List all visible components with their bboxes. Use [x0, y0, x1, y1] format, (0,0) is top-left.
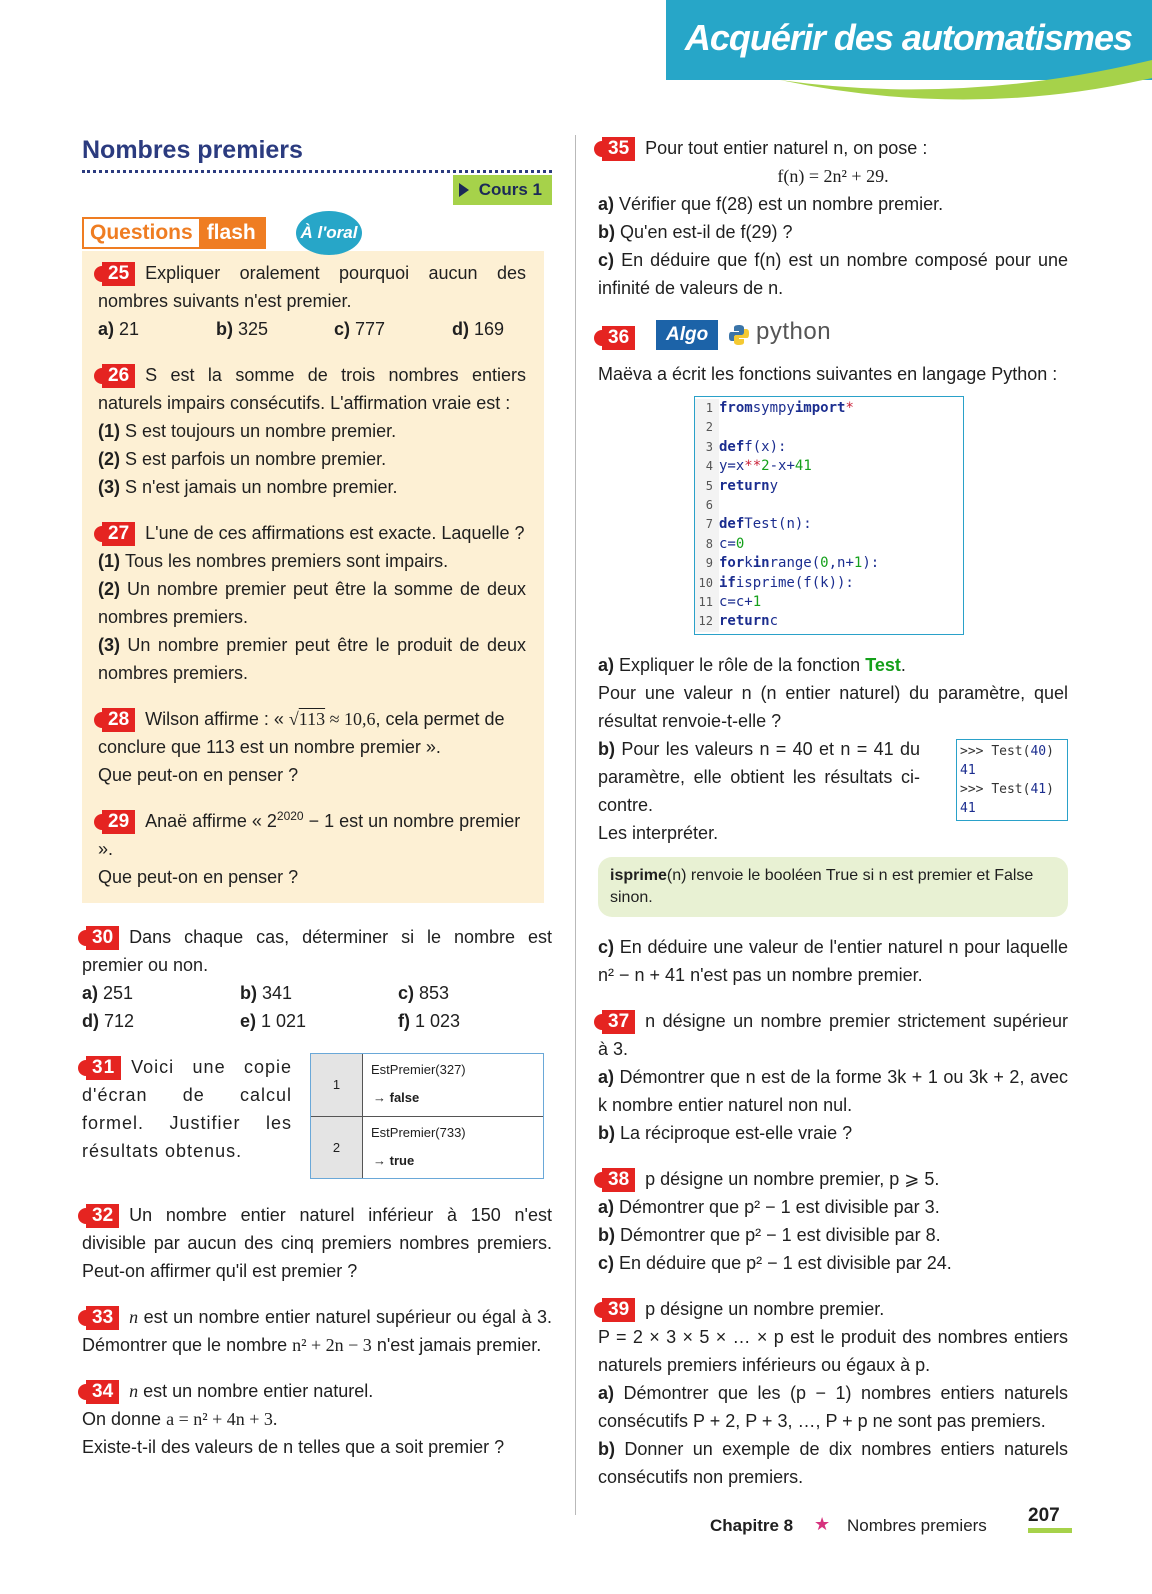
- exercise-items: [98, 315, 526, 343]
- cas-row: 1 EstPremier(327) → false: [311, 1054, 543, 1116]
- exercise-36: 36 Algo python Maëva a écrit les fonctions suivantes en langage Python : 1 from sympy import * 2 3 def f(x): 4 y=x ** 2 -x+ 41 5 return y 6 7 def Test(n): 8 c= 0 9 for k in range( 0 ,n+ 1 ): 10 if isprime(f(k)): 11 c=c+ 1 12 return c a) Expliquer le rôle de la fonction Test. Pour une valeur n (n entier naturel) du paramètre, quel résultat renvoie-t-elle ? b) Pour les valeurs n = 40 et n = 41 du paramètre, elle obtient les résultats ci-contre. >>> Test(40) 41 >>> Test(41) 41 Les interpréter. isprime(n) renvoie le booléen True si n est premier et False sinon. c) En déduire une valeur de l'entier naturel n pour laquelle n² − n + 41 n'est pas un nombre premier.: [598, 318, 1068, 985]
- exercise-item: f) 1 023: [398, 1011, 461, 1031]
- questions-flash-header: [82, 211, 552, 251]
- exercise-30: 30 Dans chaque cas, déterminer si le nombre est premier ou non. a) 251 b) 341 c) 853 d) 712 e) 1 021 f) 1 023: [82, 923, 552, 1035]
- isprime-note: isprime(n) renvoie le booléen True si n est premier et False sinon.: [598, 857, 1068, 917]
- exercise-number: 33: [86, 1306, 119, 1330]
- column-divider: [575, 135, 576, 1515]
- exercise-number: 26: [102, 364, 135, 388]
- exercise-number: 29: [102, 810, 135, 834]
- exercise-number: 28: [102, 708, 135, 732]
- exercise-item: e) 1 021: [240, 1011, 307, 1031]
- exercise-number: 31: [86, 1056, 121, 1080]
- header-title: Acquérir des automatismes: [684, 17, 1132, 58]
- exercise-number: 39: [602, 1298, 635, 1322]
- exercise-number: 25: [102, 262, 135, 286]
- exercise-item: d) 169: [452, 319, 505, 339]
- footer-chapter: Chapitre 8: [710, 1516, 794, 1535]
- exercise-item: a) 21: [98, 319, 140, 339]
- exercise-39: 39 p désigne un nombre premier. P = 2 × 3 × 5 × … × p est le produit des nombres entiers naturels premiers inférieurs ou égaux à p. a) Démontrer que les (p − 1) nombres entiers naturels consécutifs P + 2, P + 3, …, P + p ne sont pas premiers. b) Donner un exemple de dix nombres entiers naturels consécutifs non premiers.: [598, 1298, 1068, 1487]
- exercise-item: c) 777: [334, 319, 386, 339]
- flash-questions-box: [82, 251, 544, 903]
- python-logo-icon: [728, 324, 750, 346]
- console-line: 41: [960, 762, 976, 778]
- play-arrow-icon: [459, 183, 469, 197]
- questions-flash-label: Questions flash: [82, 217, 266, 249]
- oral-badge: À l'oral: [296, 211, 362, 255]
- exercise-37: 37 n désigne un nombre premier strictement supérieur à 3. a) Démontrer que n est de la forme 3k + 1 ou 3k + 2, avec k nombre entier naturel non nul. b) La réciproque est-elle vraie ?: [598, 1010, 1068, 1143]
- exercise-number: 35: [602, 137, 635, 161]
- exercise-item: b) 325: [216, 319, 269, 339]
- exercise-number: 36: [602, 326, 635, 350]
- console-line: 41: [960, 800, 976, 816]
- section-title: Nombres premiers: [82, 136, 303, 164]
- page-number-bar: [1028, 1528, 1072, 1533]
- exercise-31: 31 Voici une copie d'écran de calcul formel. Justifier les résultats obtenus. 1 EstPremier(327) → false 2 EstPremier(733) → true: [82, 1053, 552, 1183]
- exercise-34: 34 n est un nombre entier naturel. On donne a = n² + 4n + 3. Existe-t-il des valeurs de n telles que a soit premier ?: [82, 1381, 505, 1457]
- exercise-items: [98, 547, 526, 687]
- exercise-item: d) 712: [82, 1011, 135, 1031]
- python-console-output: [956, 739, 1068, 821]
- dotted-separator: [82, 170, 552, 173]
- star-icon: ★: [814, 1514, 831, 1534]
- cas-screenshot: [310, 1053, 544, 1179]
- exercise-number: 38: [602, 1168, 635, 1192]
- exercise-38: 38 p désigne un nombre premier, p ⩾ 5. a) Démontrer que p² − 1 est divisible par 3. b) Démontrer que p² − 1 est divisible par 8. c) En déduire que p² − 1 est divisible par 24.: [598, 1168, 952, 1273]
- exercise-item: (3) S n'est jamais un nombre premier.: [98, 477, 398, 497]
- exercise-35: 35 Pour tout entier naturel n, on pose : f(n) = 2n² + 29. a) Vérifier que f(28) est un nombre premier. b) Qu'en est-il de f(29) ? c) En déduire que f(n) est un nombre composé pour une infinité de valeurs de n.: [598, 138, 1068, 298]
- python-code-block: 1 from sympy import * 2 3 def f(x): 4 y=x ** 2 -x+ 41 5 return y 6 7 def Test(n): 8 c= 0 9 for k in range( 0 ,n+ 1 ): 10 if isprime(f(k)): 11 c=c+ 1 12 return c: [694, 396, 964, 635]
- exercise-items: [82, 979, 552, 1035]
- exercise-item: a) 251: [82, 983, 134, 1003]
- console-line: >>> Test(40): [960, 743, 1054, 759]
- exercise-item: (1) Tous les nombres premiers sont impairs.: [98, 551, 449, 571]
- cours-badge[interactable]: Cours 1: [453, 175, 552, 205]
- exercise-number: 32: [86, 1204, 119, 1228]
- sqrt-expression: √113: [288, 709, 326, 729]
- exercise-27: 27 L'une de ces affirmations est exacte. Laquelle ? (1) Tous les nombres premiers sont impairs. (2) Un nombre premier peut être la somme de deux nombres premiers. (3) Un nombre premier peut être le produit de deux nombres premiers.: [98, 519, 526, 687]
- exercise-32: 32 Un nombre entier naturel inférieur à 150 n'est divisible par aucun des cinq premiers nombres premiers. Peut-on affirmer qu'il est premier ?: [82, 1205, 552, 1281]
- exercise-item: b) 341: [240, 983, 293, 1003]
- page-footer: [710, 1505, 1130, 1540]
- exercise-26: 26 S est la somme de trois nombres entiers naturels impairs consécutifs. L'affirmation vraie est : (1) S est toujours un nombre premier. (2) S est parfois un nombre premier. (3) S n'est jamais un nombre premier.: [98, 361, 526, 501]
- exercise-item: (3) Un nombre premier peut être le produit de deux nombres premiers.: [98, 635, 526, 683]
- algo-badge: Algo: [656, 320, 718, 350]
- exercise-item: (1) S est toujours un nombre premier.: [98, 421, 397, 441]
- python-label: python: [756, 318, 832, 345]
- exercise-number: 34: [86, 1380, 119, 1404]
- page-number: 207: [1028, 1505, 1060, 1526]
- footer-section: Nombres premiers: [847, 1516, 987, 1535]
- exercise-33: 33 n est un nombre entier naturel supérieur ou égal à 3. Démontrer que le nombre n² + 2n − 3 n'est jamais premier.: [82, 1307, 552, 1355]
- exercise-number: 30: [86, 926, 119, 950]
- exercise-29: 29 Anaë affirme « $2^{2020} - 1$ est un nombre premier ». Que peut-on en penser ?: [98, 809, 521, 887]
- console-line: >>> Test(41): [960, 781, 1054, 797]
- exercise-item: c) 853: [398, 983, 450, 1003]
- exercise-item: (2) Un nombre premier peut être la somme de deux nombres premiers.: [98, 579, 527, 627]
- exercise-number: 37: [602, 1010, 635, 1034]
- header-swoosh-decoration: [780, 60, 1152, 106]
- exercise-number: 27: [102, 522, 135, 546]
- exercise-items: [98, 417, 526, 501]
- cas-row: 2 EstPremier(733) → true: [311, 1116, 543, 1178]
- exercise-25: 25 Expliquer oralement pourquoi aucun des nombres suivants n'est premier. a) 21 b) 325 c) 777 d) 169: [98, 259, 526, 343]
- exercise-28: 28 Wilson affirme : « √113 ≈ 10,6, cela permet de conclure que 113 est un nombre premier ». Que peut-on en penser ?: [98, 709, 505, 785]
- right-column: [598, 134, 1068, 1509]
- exercise-item: (2) S est parfois un nombre premier.: [98, 449, 387, 469]
- left-column: [82, 134, 552, 1479]
